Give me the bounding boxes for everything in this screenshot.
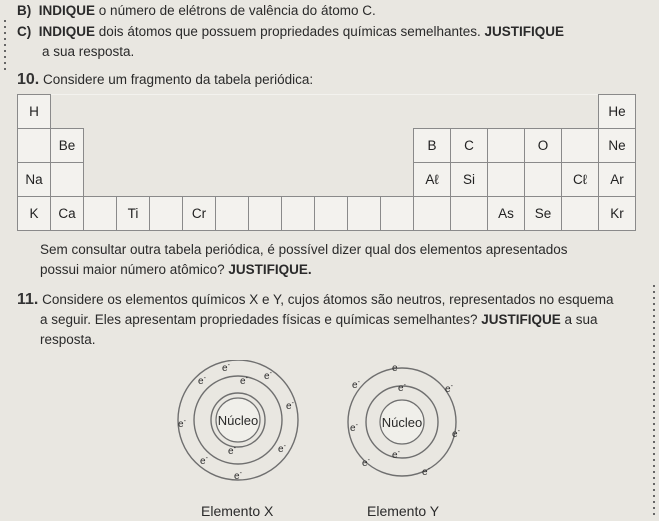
table-gap (414, 95, 451, 129)
element-cell-blank (216, 197, 249, 231)
element-cell-Be: Be (51, 129, 84, 163)
electron-label: e- (445, 383, 453, 395)
electron-label: e- (278, 443, 286, 455)
element-cell-Cr: Cr (183, 197, 216, 231)
question-11-line1: Considere os elementos químicos X e Y, cujos átomos são neutros, representados no esquema (42, 292, 614, 307)
question-10-followup-text: possui maior número atômico? (40, 262, 225, 277)
question-b (17, 3, 376, 18)
question-11 (17, 291, 613, 309)
element-cell-Ti: Ti (117, 197, 150, 231)
electron-label: e- (352, 379, 360, 391)
question-11-line2-post: a sua (564, 312, 598, 327)
table-gap (183, 129, 216, 163)
table-gap (51, 95, 84, 129)
electron-label: e- (350, 422, 358, 434)
table-gap (84, 163, 117, 197)
question-10 (17, 71, 313, 89)
table-gap (150, 95, 183, 129)
table-gap (525, 95, 562, 129)
question-11-line3: resposta. (40, 332, 96, 347)
element-cell-Ne: Ne (599, 129, 636, 163)
question-b-label: B) (17, 3, 32, 18)
table-gap (282, 163, 315, 197)
question-c-keyword2: JUSTIFIQUE (484, 24, 565, 39)
question-b-text: o número de elétrons de valência do átomo C. (98, 3, 376, 18)
question-11-number: 11. (17, 291, 39, 308)
table-gap (282, 129, 315, 163)
question-10-keyword: JUSTIFIQUE. (228, 262, 312, 277)
question-11-keyword: JUSTIFIQUE (481, 312, 561, 327)
table-gap (249, 95, 282, 129)
electron-label: e- (452, 428, 460, 440)
element-cell-B: B (414, 129, 451, 163)
element-cell-blank (249, 197, 282, 231)
element-cell-Si: Si (451, 163, 488, 197)
element-cell-O: O (525, 129, 562, 163)
table-gap (381, 95, 414, 129)
table-gap (381, 163, 414, 197)
question-c-label: C) (17, 24, 32, 39)
electron-label: e- (264, 370, 272, 382)
element-cell-blank (562, 129, 599, 163)
question-11-line2 (40, 312, 598, 327)
electron-label: e- (392, 365, 400, 374)
electron-label: e- (200, 455, 208, 467)
table-gap (150, 129, 183, 163)
table-gap (315, 163, 348, 197)
element-cell-blank (150, 197, 183, 231)
atom-y-diagram (340, 365, 465, 485)
electron-label: e- (422, 466, 430, 478)
table-gap (216, 95, 249, 129)
table-gap (117, 129, 150, 163)
element-cell-blank (282, 197, 315, 231)
table-gap (183, 95, 216, 129)
electron-label: e- (362, 457, 370, 469)
question-b-keyword: INDIQUE (38, 3, 96, 18)
question-c-keyword: INDIQUE (38, 24, 96, 39)
element-cell-Ar: Ar (599, 163, 636, 197)
table-gap (562, 95, 599, 129)
electron-label: e- (178, 418, 186, 430)
table-gap (282, 95, 315, 129)
table-gap (249, 163, 282, 197)
electron-label: e- (234, 470, 242, 482)
table-gap (150, 163, 183, 197)
table-gap (117, 163, 150, 197)
element-cell-blank (525, 163, 562, 197)
table-gap (84, 129, 117, 163)
element-cell-Na: Na (18, 163, 51, 197)
electron-label: e- (286, 400, 294, 412)
question-c-line2: a sua resposta. (42, 44, 135, 59)
element-cell-blank (381, 197, 414, 231)
question-10-followup-line1: Sem consultar outra tabela periódica, é possível dizer qual dos elementos apresentados (40, 242, 568, 257)
electron-label: e- (222, 362, 230, 374)
element-cell-Kr: Kr (599, 197, 636, 231)
element-cell-He: He (599, 95, 636, 129)
atom-x-diagram (170, 360, 330, 490)
table-gap (216, 163, 249, 197)
table-gap (488, 95, 525, 129)
table-gap (117, 95, 150, 129)
question-10-followup-line2 (40, 262, 312, 277)
question-c-text: dois átomos que possuem propriedades químicas semelhantes. (98, 24, 481, 39)
table-gap (315, 129, 348, 163)
margin-dots-right (653, 285, 655, 515)
atom-y-label: Elemento Y (367, 503, 440, 519)
table-gap (84, 95, 117, 129)
margin-dots-left (4, 20, 6, 70)
atom-x-label: Elemento X (201, 503, 274, 519)
question-10-text: Considere um fragmento da tabela periódica: (43, 72, 314, 87)
question-c (17, 24, 564, 39)
periodic-table-fragment (17, 94, 636, 231)
atom-y-nucleus-label: Núcleo (381, 415, 423, 430)
element-cell-H: H (18, 95, 51, 129)
table-gap (216, 129, 249, 163)
table-gap (381, 129, 414, 163)
element-cell-blank (488, 163, 525, 197)
element-cell-blank (84, 197, 117, 231)
table-gap (348, 129, 381, 163)
table-gap (348, 163, 381, 197)
element-cell-blank (414, 197, 451, 231)
atom-x-nucleus-label: Núcleo (217, 413, 259, 428)
element-cell-C: C (451, 129, 488, 163)
electron-label: e- (398, 382, 406, 394)
question-10-number: 10. (17, 71, 40, 88)
element-cell-blank (315, 197, 348, 231)
table-gap (249, 129, 282, 163)
element-cell-Cℓ: Cℓ (562, 163, 599, 197)
electron-label: e- (392, 449, 400, 461)
element-cell-Aℓ: Aℓ (414, 163, 451, 197)
element-cell-blank (18, 129, 51, 163)
electron-label: e- (228, 445, 236, 457)
element-cell-blank (348, 197, 381, 231)
element-cell-As: As (488, 197, 525, 231)
element-cell-blank (51, 163, 84, 197)
electron-label: e- (240, 375, 248, 387)
element-cell-blank (451, 197, 488, 231)
question-11-line2-pre: a seguir. Eles apresentam propriedades físicas e químicas semelhantes? (40, 312, 478, 327)
table-gap (183, 163, 216, 197)
element-cell-blank (562, 197, 599, 231)
table-gap (315, 95, 348, 129)
element-cell-blank (488, 129, 525, 163)
table-gap (451, 95, 488, 129)
element-cell-Ca: Ca (51, 197, 84, 231)
element-cell-Se: Se (525, 197, 562, 231)
element-cell-K: K (18, 197, 51, 231)
electron-label: e- (198, 375, 206, 387)
table-gap (348, 95, 381, 129)
